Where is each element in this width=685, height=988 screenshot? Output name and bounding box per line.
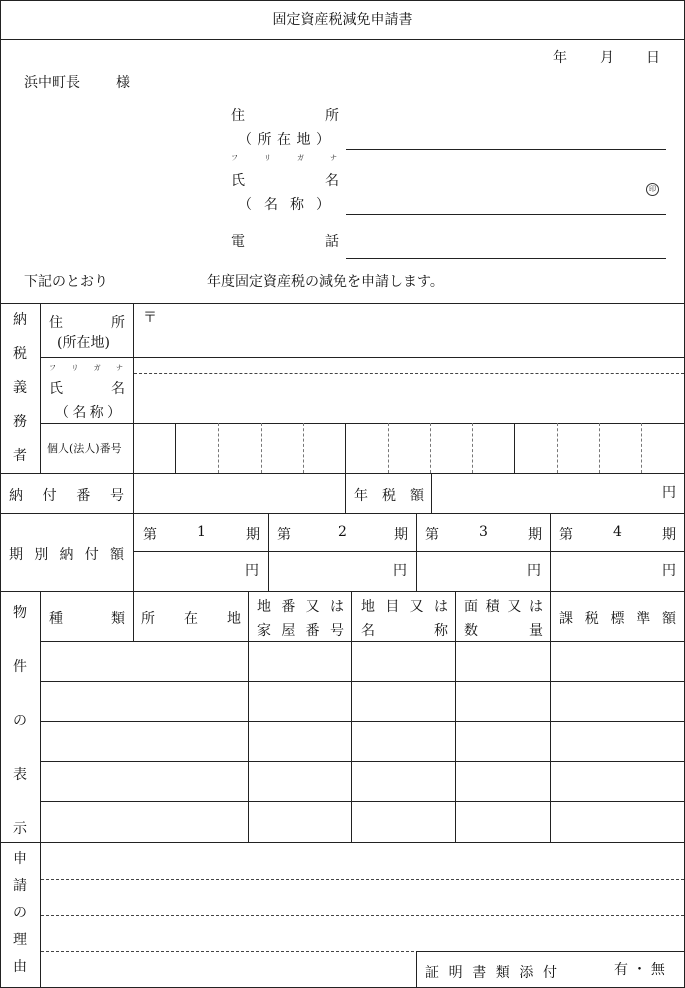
installment-3-label: 第 3 期 [425, 524, 542, 543]
property-side-label: 物 件 の 表 示 [13, 605, 27, 837]
header-type: 種 類 [49, 611, 125, 627]
request-body: 年度固定資産税の減免を申請します。 [207, 274, 444, 290]
reason-side-label: 申 請 の 理 由 [13, 851, 27, 975]
installment-4-label: 第 4 期 [559, 524, 676, 543]
installment-1-yen: 円 [245, 563, 259, 579]
reason-input[interactable] [41, 843, 684, 950]
installment-2-yen: 円 [393, 563, 407, 579]
header-location: 所 在 地 [141, 611, 241, 627]
divider [416, 951, 685, 952]
date-month: 月 [600, 50, 614, 66]
individual-number-label: 個人(法人)番号 [47, 442, 122, 455]
table-row[interactable] [41, 642, 684, 680]
applicant-furigana: フ リ ガ ナ [231, 154, 337, 162]
applicant-name-input-line[interactable] [346, 214, 666, 215]
header-area: 面 積 又 は [464, 599, 543, 615]
taxpayer-name-label: 氏 名 [49, 381, 125, 397]
payment-number-input[interactable] [134, 474, 345, 512]
individual-number-input[interactable] [134, 424, 684, 472]
header-name: 名 称 [361, 623, 448, 639]
header-tax-standard: 課 税 標 準 額 [559, 611, 676, 627]
installment-1-label: 第 1 期 [143, 524, 260, 543]
applicant-address-input-line[interactable] [346, 149, 666, 150]
applicant-address-label: 住 所 [231, 108, 339, 124]
form-title: 固定資産税減免申請書 [272, 12, 413, 28]
header-land-category: 地 目 又 は [361, 599, 448, 615]
date-year: 年 [553, 50, 567, 66]
applicant-phone-label: 電 話 [231, 234, 339, 250]
addressee-name: 浜中町長 [24, 75, 80, 91]
installment-3-yen: 円 [527, 563, 541, 579]
postal-mark: 〒 [143, 310, 157, 326]
table-row[interactable] [41, 682, 684, 720]
applicant-name-label: 氏 名 [231, 173, 339, 189]
taxpayer-address-label: 住 所 [49, 315, 125, 331]
taxpayer-address-sublabel: (所在地) [57, 335, 110, 351]
taxpayer-name-input[interactable] [134, 374, 684, 423]
divider [416, 951, 417, 988]
annual-tax-input[interactable] [432, 474, 684, 512]
divider [0, 513, 685, 514]
taxpayer-side-label: 納 税 義 務 者 [13, 312, 27, 464]
annual-tax-label: 年 税 額 [354, 488, 424, 504]
request-lead: 下記のとおり [24, 274, 108, 290]
payment-number-label: 納 付 番 号 [9, 488, 124, 504]
attachment-options[interactable]: 有 ・ 無 [614, 962, 665, 978]
applicant-address-sublabel: （ 所 在 地 ） [238, 132, 330, 148]
taxpayer-furigana: フ リ ガ ナ [49, 364, 123, 372]
seal-mark: 印 [646, 183, 659, 196]
divider [0, 39, 685, 40]
header-lot-number: 地 番 又 は [257, 599, 344, 615]
taxpayer-name-sublabel: （ 名 称 ） [55, 405, 121, 421]
installment-4-yen: 円 [662, 563, 676, 579]
header-building-number: 家 屋 番 号 [257, 623, 344, 639]
divider [40, 303, 41, 473]
date-day: 日 [646, 50, 660, 66]
header-quantity: 数 量 [464, 623, 543, 639]
attachment-label: 証 明 書 類 添 付 [425, 965, 557, 981]
taxpayer-furigana-input[interactable] [134, 358, 684, 373]
installment-label: 期 別 納 付 額 [9, 547, 124, 563]
table-row[interactable] [41, 802, 684, 840]
taxpayer-address-input[interactable] [134, 304, 684, 357]
installment-2-label: 第 2 期 [277, 524, 408, 543]
applicant-phone-input-line[interactable] [346, 258, 666, 259]
annual-tax-yen: 円 [662, 485, 676, 501]
applicant-name-sublabel: （ 名 称 ） [238, 197, 330, 213]
addressee-honorific: 様 [116, 75, 130, 91]
divider [0, 591, 685, 592]
table-row[interactable] [41, 722, 684, 760]
table-row[interactable] [41, 762, 684, 800]
divider [345, 473, 346, 513]
